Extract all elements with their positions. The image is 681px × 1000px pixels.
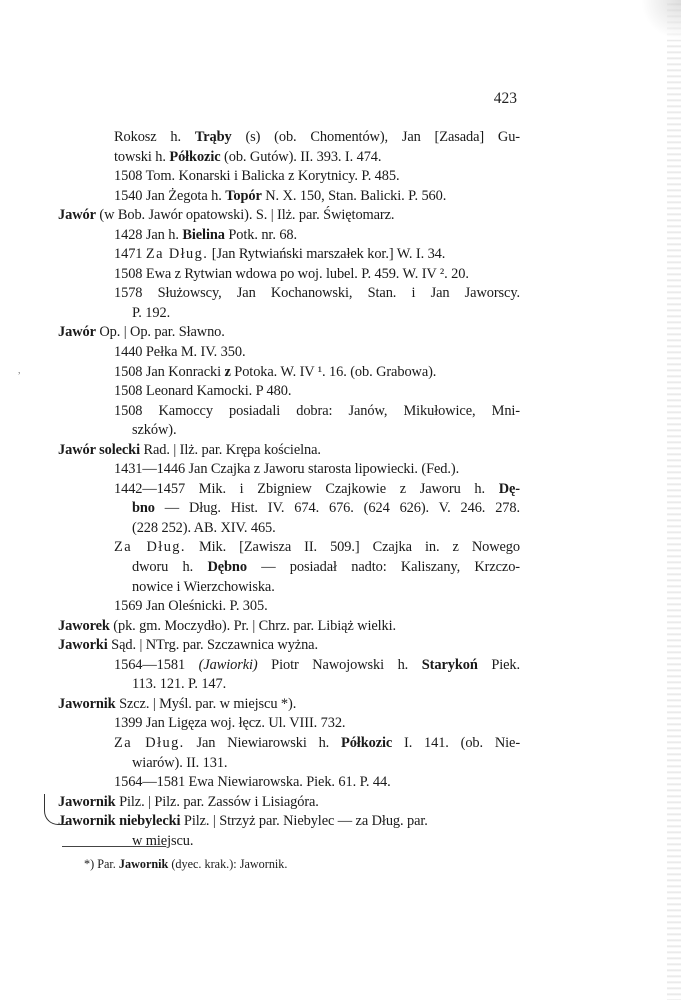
- entry-text: Za Dług.: [114, 734, 185, 751]
- entry-text: (228 252). AB. XIV. 465.: [132, 519, 276, 536]
- entry-bold-text: Jawornik niebylecki: [58, 813, 181, 830]
- entry-line: [58, 714, 520, 734]
- entry-line: [58, 832, 520, 852]
- entry-heading-line: [58, 793, 520, 813]
- entry-text: Potk. nr. 68.: [224, 226, 298, 243]
- entry-line: [58, 382, 520, 402]
- margin-speck: ,: [18, 365, 21, 376]
- entry-line: [58, 421, 520, 441]
- entry-text: 1578 Służowscy, Jan Kochanowski, Stan. i Jan Jaworscy.: [114, 285, 520, 302]
- entry-line: [58, 754, 520, 774]
- entry-text: *) Par.: [84, 857, 119, 871]
- entry-text: Mik. [Zawisza II. 509.] Czajka in. z Nowego: [185, 539, 520, 556]
- entry-text: Pilz. | Strzyż par. Niebylec — za Dług. par.: [180, 813, 428, 830]
- entry-text: 1399 Jan Ligęza woj. łęcz. Ul. VIII. 732.: [114, 715, 346, 732]
- entry-line: [58, 480, 520, 500]
- scan-edge-shadow: [667, 0, 681, 1000]
- entry-line: [58, 167, 520, 187]
- entry-text: (pk. gm. Moczydło). Pr. | Chrz. par. Libiąż wielki.: [109, 617, 397, 634]
- entry-bold-text: Jawór: [58, 324, 96, 341]
- footnote: [84, 857, 287, 872]
- entry-text: 1442—1457 Mik. i Zbigniew Czajkowie z Jaworu h.: [114, 480, 499, 497]
- entry-bold-text: Topór: [225, 187, 262, 204]
- entry-text: Sąd. | NTrg. par. Szczawnica wyżna.: [107, 637, 318, 654]
- entry-text: — posiadał nadto: Kaliszany, Krzczo-: [246, 559, 520, 576]
- entry-text: 1508 Kamoccy posiadali dobra: Janów, Mikułowice, Mni-: [114, 402, 520, 419]
- entry-text: Potoka. W. IV ¹. 16. (ob. Grabowa).: [230, 363, 437, 380]
- entry-text: szków).: [132, 422, 177, 439]
- entry-line: [58, 597, 520, 617]
- entry-text: Za Dług.: [114, 539, 186, 556]
- entry-line: [58, 773, 520, 793]
- entry-text: w miejscu.: [132, 832, 194, 849]
- entry-text: (ob. Gutów). II. 393. I. 474.: [220, 148, 382, 165]
- entry-text: (w Bob. Jawór opatowski). S. | Ilż. par. Świętomarz.: [95, 207, 395, 224]
- entry-text: 1564—1581 Ewa Niewiarowska. Piek. 61. P. 44.: [114, 774, 391, 791]
- entry-line: [58, 675, 520, 695]
- entry-text: towski h.: [114, 148, 170, 165]
- entry-bold-text: Jawór: [58, 207, 96, 224]
- entry-text: P. 192.: [132, 304, 171, 321]
- entry-bold-text: Półkozic: [341, 734, 393, 751]
- entry-text: dworu h.: [132, 559, 208, 576]
- entry-line: [58, 187, 520, 207]
- entry-line: [58, 363, 520, 383]
- entry-text: 1431—1446 Jan Czajka z Jaworu starosta lipowiecki. (Fed.).: [114, 461, 460, 478]
- entry-text: 1564—1581: [114, 656, 199, 673]
- entry-text: 1569 Jan Oleśnicki. P. 305.: [114, 598, 268, 615]
- entry-line: [58, 343, 520, 363]
- scan-corner-shadow: [641, 0, 681, 40]
- entry-line: [58, 499, 520, 519]
- entry-heading-line: [58, 323, 520, 343]
- entry-bold-text: Jawornik: [58, 695, 116, 712]
- entry-line: [58, 304, 520, 324]
- entry-line: [58, 265, 520, 285]
- entry-text: 113. 121. P. 147.: [132, 676, 227, 693]
- entry-italic-text: (Jawiorki): [198, 656, 258, 673]
- entry-text: Pilz. | Pilz. par. Zassów i Lisiagóra.: [115, 793, 319, 810]
- entry-text: N. X. 150, Stan. Balicki. P. 560.: [261, 187, 447, 204]
- entry-heading-line: [58, 617, 520, 637]
- entry-text: Piek.: [477, 656, 520, 673]
- entry-text: 1428 Jan h.: [114, 226, 183, 243]
- entry-bold-text: Dębno: [207, 559, 247, 576]
- entry-text: 1508 Jan Konracki: [114, 363, 225, 380]
- entry-bold-text: Starykoń: [421, 656, 478, 673]
- entry-text: 1540 Jan Żegota h.: [114, 187, 226, 204]
- entry-heading-line: [58, 441, 520, 461]
- entry-line: [58, 734, 520, 754]
- entry-line: [58, 538, 520, 558]
- entry-bold-text: z: [224, 363, 231, 380]
- entry-line: [58, 226, 520, 246]
- entry-text: Szcz. | Myśl. par. w miejscu *).: [115, 695, 297, 712]
- entry-heading-line: [58, 206, 520, 226]
- gazetteer-entries: [58, 128, 520, 851]
- entry-line: [58, 128, 520, 148]
- entry-bold-text: Jawór solecki: [58, 441, 140, 458]
- entry-heading-line: [58, 812, 520, 832]
- entry-line: [58, 284, 520, 304]
- page-number: 423: [493, 90, 517, 107]
- entry-line: [58, 460, 520, 480]
- entry-line: [58, 558, 520, 578]
- entry-bold-text: Jawornik: [118, 857, 169, 871]
- entry-bold-text: Dę-: [498, 480, 520, 497]
- entry-text: (dyec. krak.): Jawornik.: [168, 857, 288, 871]
- entry-text: — Dług. Hist. IV. 674. 676. (624 626). V. 246. 278.: [154, 500, 520, 517]
- entry-text: 1440 Pełka M. IV. 350.: [114, 344, 246, 361]
- entry-text: Piotr Nawojowski h.: [257, 656, 422, 673]
- entry-line: [58, 519, 520, 539]
- entry-text: Op. | Op. par. Sławno.: [95, 324, 225, 341]
- entry-bold-text: Jaworki: [58, 637, 108, 654]
- footnote-rule: [62, 846, 166, 847]
- entry-text: nowice i Wierzchowiska.: [132, 578, 275, 595]
- entry-bold-text: Półkozic: [169, 148, 221, 165]
- entry-text: 1508 Leonard Kamocki. P 480.: [114, 383, 292, 400]
- entry-line: [58, 148, 520, 168]
- entry-text: 1508 Ewa z Rytwian wdowa po woj. lubel. P. 459. W. IV ². 20.: [114, 265, 469, 282]
- entry-bold-text: Bielina: [182, 226, 225, 243]
- entry-bold-text: Trąby: [194, 129, 232, 145]
- entry-heading-line: [58, 636, 520, 656]
- entry-text: Za Dług.: [145, 246, 209, 263]
- entry-text: Rokosz h.: [114, 129, 195, 145]
- entry-text: Jan Niewiarowski h.: [184, 734, 342, 751]
- entry-heading-line: [58, 695, 520, 715]
- entry-line: [58, 578, 520, 598]
- entry-bold-text: Jawornik: [58, 793, 116, 810]
- entry-text: [Jan Rytwiański marszałek kor.] W. I. 34.: [208, 246, 446, 263]
- entry-text: I. 141. (ob. Nie-: [392, 734, 521, 751]
- entry-text: wiarów). II. 131.: [132, 754, 228, 771]
- entry-line: [58, 656, 520, 676]
- entry-bold-text: bno: [132, 500, 155, 517]
- entry-text: 1471: [114, 246, 146, 263]
- entry-line: [58, 402, 520, 422]
- handwritten-bracket-mark: [44, 794, 67, 825]
- entry-text: Rad. | Ilż. par. Krępa kościelna.: [139, 441, 321, 458]
- entry-bold-text: Jaworek: [58, 617, 110, 634]
- entry-text: (s) (ob. Chomentów), Jan [Zasada] Gu-: [231, 129, 520, 145]
- entry-text: 1508 Tom. Konarski i Balicka z Korytnicy. P. 485.: [114, 168, 400, 185]
- entry-line: [58, 245, 520, 265]
